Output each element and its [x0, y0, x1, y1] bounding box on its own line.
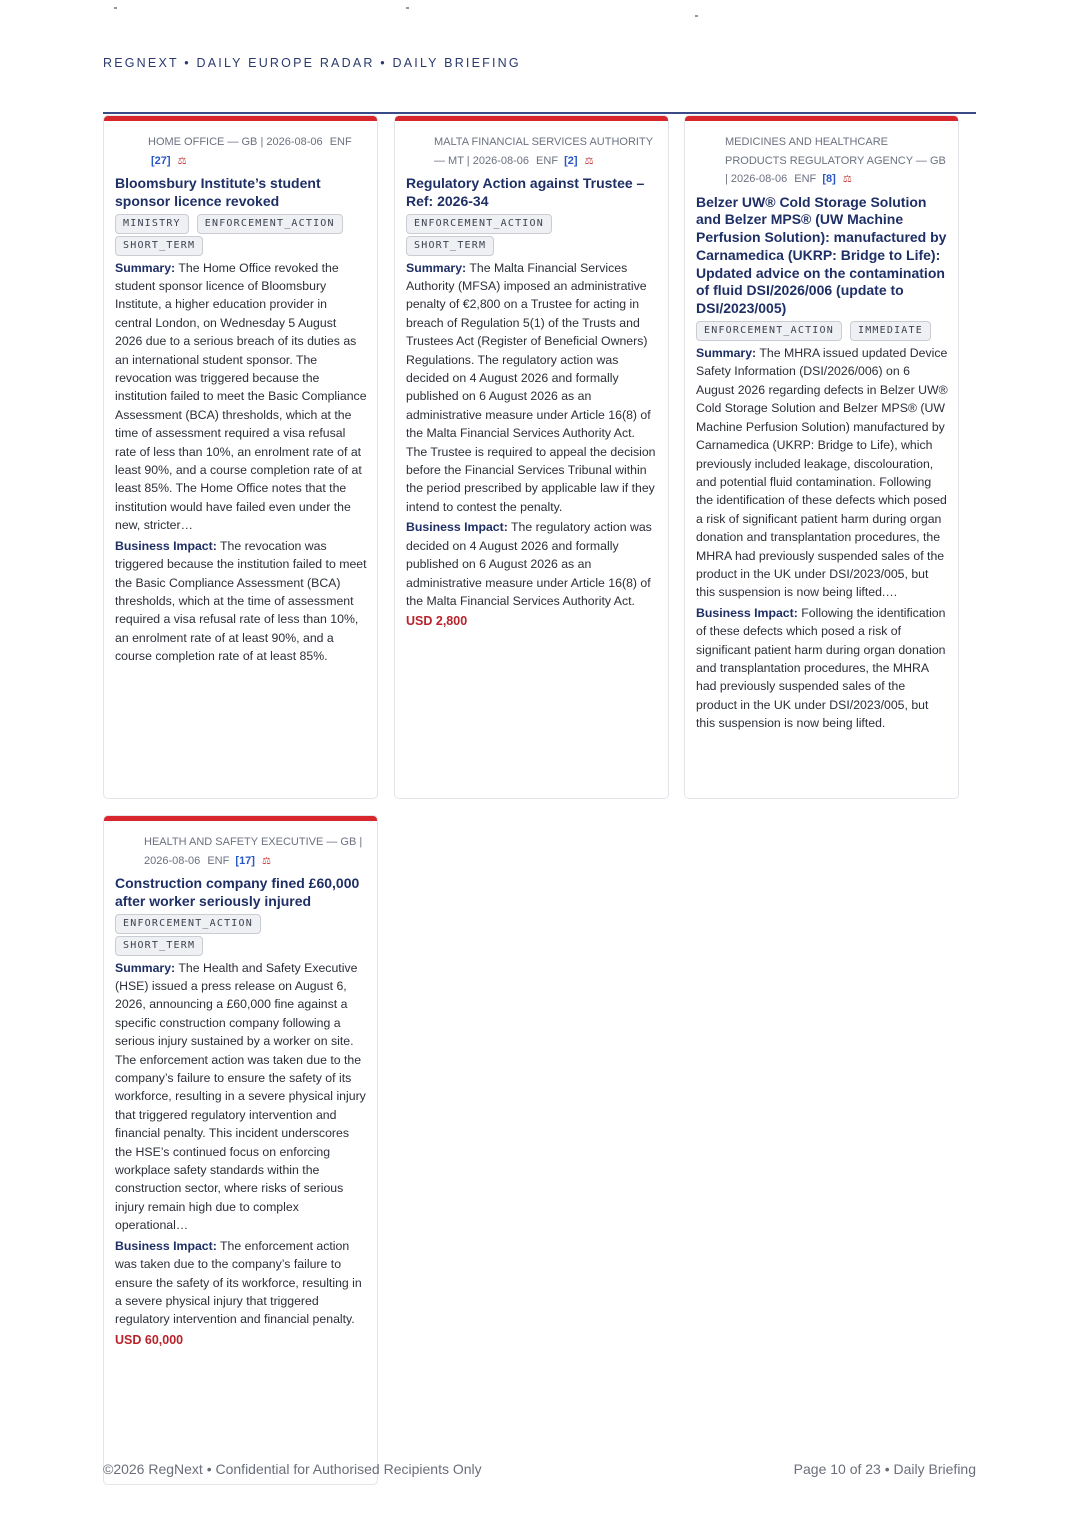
- tag-list: [696, 321, 948, 341]
- impact-label: Business Impact:: [406, 520, 508, 535]
- card-meta: [115, 816, 367, 871]
- impact-text: The enforcement action was taken due to the company’s failure to ensure the safety of its workforce, resulting in a severe physical injury that triggered regulatory intervention and financial penalty.: [115, 1238, 362, 1327]
- tag: IMMEDIATE: [850, 321, 931, 341]
- card-impact: [696, 604, 948, 733]
- enf-label: ENF: [794, 173, 817, 185]
- summary-label: Summary:: [406, 260, 467, 275]
- reference-link[interactable]: [2]: [564, 155, 578, 167]
- summary-label: Summary:: [115, 260, 176, 275]
- news-card-home-office: [103, 115, 378, 799]
- reference-link[interactable]: [27]: [151, 155, 171, 167]
- card-summary: [115, 959, 367, 1235]
- fine-amount: USD 2,800: [406, 614, 468, 629]
- tag: ENFORCEMENT_ACTION: [115, 914, 261, 934]
- summary-label: Summary:: [115, 960, 176, 975]
- card-summary: [115, 259, 367, 535]
- card-accent-bar: [104, 116, 377, 121]
- card-accent-bar: [395, 116, 668, 121]
- card-accent-bar: [685, 116, 958, 121]
- impact-text: The regulatory action was decided on 4 August 2026 and formally published on 6 August 2026 as an administrative measure under Article 16(8) of the Malta Financial Services Authority Act.: [406, 520, 652, 608]
- card-source: MALTA FINANCIAL SERVICES AUTHORITY — MT | 2026-08-06: [434, 136, 653, 167]
- summary-text: The MHRA issued updated Device Safety Information (DSI/2026/006) on 6 August 2026 regarding defects in Belzer UW® Cold Storage Solution and Belzer MPS® (UW Machine Perfusion Solution) manufactured by Carnamedica (UKRP: Bridge to Life), which previously included leakage, discolouration, and potential fluid contamination. Following the identification of these defects which posed a risk of significant patient harm during organ donation and transplantation procedures, the MHRA had previously suspended sales of the product in the UK under DSI/2023/005, but this suspension is now being lifted.…: [696, 346, 948, 600]
- card-title: Construction company fined £60,000 after worker seriously injured: [115, 875, 360, 909]
- tag: ENFORCEMENT_ACTION: [696, 321, 842, 341]
- card-impact: [115, 537, 367, 666]
- card-accent-bar: [104, 816, 377, 821]
- tag-list: [406, 214, 658, 256]
- impact-label: Business Impact:: [115, 1238, 217, 1253]
- card-impact: [115, 1237, 367, 1329]
- tag: ENFORCEMENT_ACTION: [406, 214, 552, 234]
- impact-text: The revocation was triggered because the institution failed to meet the Basic Compliance Assessment (BCA) thresholds, which at the time of assessment required a visa refusal rate of less than 10%, an enrolment rate of at least 90%, and a course completion rate of at least 85%.: [115, 538, 367, 664]
- card-meta: [406, 116, 658, 171]
- scale-icon: ⚖: [584, 156, 594, 167]
- tag: SHORT_TERM: [115, 236, 203, 256]
- scale-icon: ⚖: [177, 156, 187, 167]
- enf-label: ENF: [329, 136, 352, 148]
- enf-label: ENF: [207, 855, 230, 867]
- impact-text: Following the identification of these defects which posed a risk of significant patient harm during organ donation and transplantation procedures, the MHRA had previously suspended sales of the product in the UK under DSI/2023/005, but this suspension is now being lifted.: [696, 605, 946, 731]
- running-head: REGNEXT • DAILY EUROPE RADAR • DAILY BRIEFING: [103, 56, 521, 70]
- tag: SHORT_TERM: [115, 936, 203, 956]
- enf-label: ENF: [536, 155, 559, 167]
- header-rule: [103, 112, 976, 114]
- scale-icon: ⚖: [262, 856, 271, 867]
- card-source: MEDICINES AND HEALTHCARE PRODUCTS REGULATORY AGENCY — GB | 2026-08-06: [725, 136, 946, 185]
- summary-text: The Malta Financial Services Authority (MFSA) imposed an administrative penalty of €2,800 on a Trustee for acting in breach of Regulation 5(1) of the Trusts and Trustees Act (Register of Beneficial Owners) Regulations. The regulatory action was decided on 4 August 2026 and formally published on 6 August 2026 as an administrative measure under Article 16(8) of the Malta Financial Services Authority Act. The Trustee is required to appeal the decision before the Financial Services Tribunal within the period prescribed by applicable law if they intend to contest the penalty.: [406, 260, 656, 514]
- news-card-mfsa: [394, 115, 669, 799]
- news-card-mhra: [684, 115, 959, 799]
- tag-list: [115, 914, 367, 956]
- card-title: Bloomsbury Institute’s student sponsor licence revoked: [115, 175, 321, 209]
- summary-text: The Home Office revoked the student sponsor licence of Bloomsbury Institute, a higher education provider in central London, on Wednesday 5 August 2026 due to a serious breach of its duties as an international student sponsor. The revocation was triggered because the institution failed to meet the Basic Compliance Assessment (BCA) thresholds, which at the time of assessment required a visa refusal rate of less than 10%, an enrolment rate of at least 90%, and a course completion rate of at least 85%. The Home Office notes that the institution would have failed even under the new, stricter…: [115, 260, 367, 533]
- card-meta: [696, 116, 948, 190]
- card-summary: [696, 344, 948, 602]
- footer-copyright: ©2026 RegNext • Confidential for Authorised Recipients Only: [103, 1461, 482, 1477]
- tag: MINISTRY: [115, 214, 189, 234]
- card-title: Regulatory Action against Trustee – Ref: 2026-34: [406, 175, 645, 209]
- card-source: HEALTH AND SAFETY EXECUTIVE — GB | 2026-08-06: [144, 836, 363, 867]
- tag: SHORT_TERM: [406, 236, 494, 256]
- reference-link[interactable]: [8]: [822, 173, 836, 185]
- news-card-hse: [103, 815, 378, 1485]
- tag-list: [115, 214, 367, 256]
- card-impact: [406, 518, 658, 610]
- tag: ENFORCEMENT_ACTION: [197, 214, 343, 234]
- impact-label: Business Impact:: [696, 605, 798, 620]
- card-meta: [115, 116, 367, 171]
- reference-link[interactable]: [17]: [235, 855, 255, 867]
- card-source: HOME OFFICE — GB | 2026-08-06: [148, 136, 323, 148]
- summary-text: The Health and Safety Executive (HSE) issued a press release on August 6, 2026, announcing a £60,000 fine against a specific construction company following a serious injury sustained by a worker on site. The enforcement action was taken due to the company’s failure to ensure the safety of its workforce, resulting in a severe physical injury that triggered regulatory intervention and financial penalty. This incident underscores the HSE’s continued focus on enforcing workplace safety standards within the construction sector, where risks of serious injury remain high due to complex operational…: [115, 960, 366, 1233]
- summary-label: Summary:: [696, 346, 757, 361]
- footer-page-number: Page 10 of 23 • Daily Briefing: [793, 1461, 976, 1477]
- card-summary: [406, 259, 658, 517]
- card-title: Belzer UW® Cold Storage Solution and Belzer MPS® (UW Machine Perfusion Solution): manufactured by Carnamedica (UKRP: Bridge to Life): Updated advice on the contamination of fluid DSI/2026/006 (update to DSI/2023/005): [696, 193, 947, 317]
- impact-label: Business Impact:: [115, 538, 217, 553]
- scale-icon: ⚖: [842, 174, 852, 185]
- fine-amount: USD 60,000: [115, 1332, 184, 1347]
